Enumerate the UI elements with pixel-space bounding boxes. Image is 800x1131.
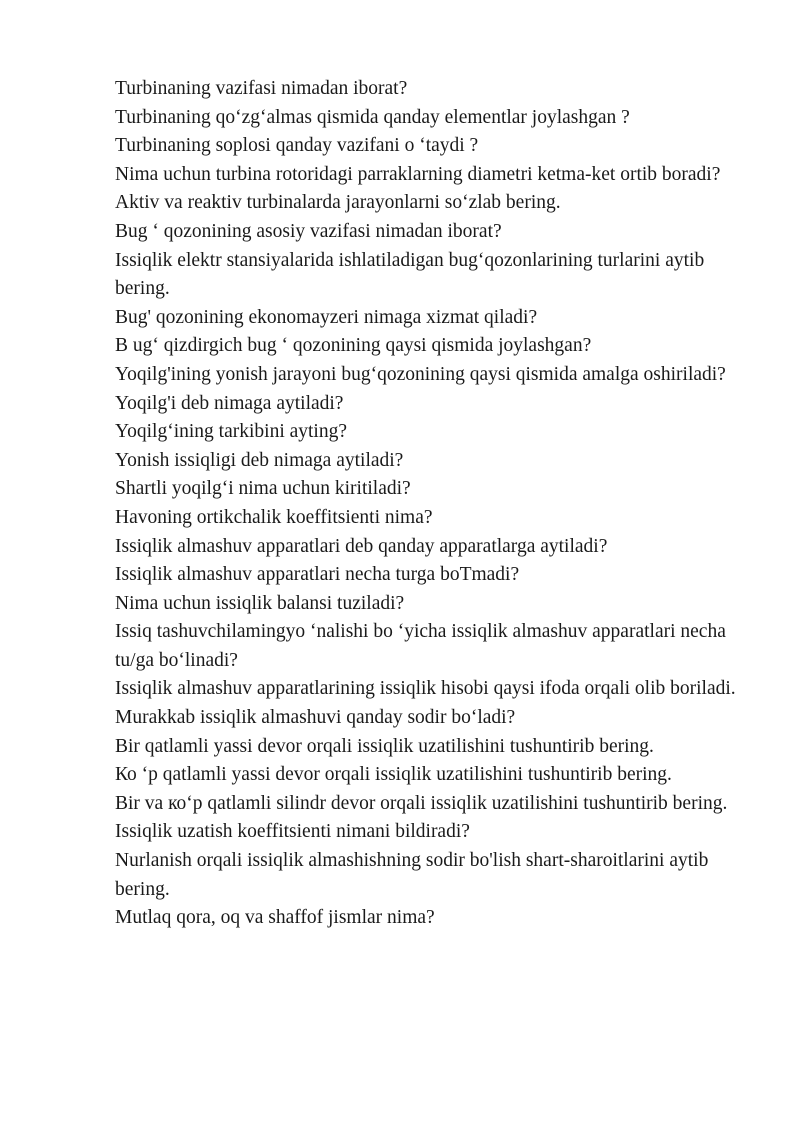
question-item: Bir va ко‘p qatlamli silindr devor orqali issiqlik uzatilishini tushuntirib bering. <box>115 792 728 814</box>
question-item: Issiqlik uzatish koeffitsienti nimani bildiradi? <box>115 821 470 843</box>
question-item: Mutlaq qora, oq va shaffof jismlar nima? <box>115 907 435 929</box>
question-item: Issiqlik almashuv apparatlari deb qanday apparatlarga aytiladi? <box>115 535 608 557</box>
question-item: Aktiv va reaktiv turbinalarda jarayonlarni so‘zlab bering. <box>115 192 561 214</box>
question-item: Turbinaning soplosi qanday vazifani o ‘taydi ? <box>115 135 479 157</box>
question-item: Issiqlik almashuv apparatlarining issiqlik hisobi qaysi ifoda orqali olib boriladi. <box>115 678 736 700</box>
question-item: Issiqlik elektr stansiyalarida ishlatiladigan bug‘qozonlarining turlarini aytib bering. <box>115 249 705 300</box>
question-item: Nima uchun issiqlik balansi tuziladi? <box>115 592 405 614</box>
question-item: Issiqlik almashuv apparatlari necha turga boTmadi? <box>115 564 520 586</box>
question-item: Nurlanish orqali issiqlik almashishning sodir bo'lish shart-sharoitlarini aytib bering. <box>115 850 709 900</box>
question-item: Ко ‘p qatlamli yassi devor orqali issiqlik uzatilishini tushuntirib bering. <box>115 764 672 786</box>
question-item: B ug‘ qizdirgich bug ‘ qozonining qaysi qismida joylashgan? <box>115 335 592 357</box>
question-item: Yoqilg'ining yonish jarayoni bug‘qozonining qaysi qismida amalga oshiriladi? <box>115 363 726 385</box>
question-item: Murakkab issiqlik almashuvi qanday sodir bo‘ladi? <box>115 707 516 729</box>
question-item: Turbinaning vazifasi nimadan iborat? <box>115 78 408 99</box>
question-item: Yonish issiqligi deb nimaga aytiladi? <box>115 449 404 471</box>
question-item: Yoqilg'i deb nimaga aytiladi? <box>115 392 344 414</box>
question-item: Yoqilg‘ining tarkibini ayting? <box>115 421 348 443</box>
question-item: Turbinaning qo‘zg‘almas qismida qanday elementlar joylashgan ? <box>115 106 630 128</box>
question-item: Bir qatlamli yassi devor orqali issiqlik uzatilishini tushuntirib bering. <box>115 735 654 757</box>
question-item: Nima uchun turbina rotoridagi parraklarning diametri ketma-ket ortib boradi? <box>115 163 721 185</box>
question-item: Bug ‘ qozonining asosiy vazifasi nimadan iborat? <box>115 220 502 242</box>
question-item: Havoning ortikchalik koeffitsienti nima? <box>115 506 433 528</box>
question-list <box>115 75 745 933</box>
question-item: Issiq tashuvchilamingyo ‘nalishi bo ‘yicha issiqlik almashuv apparatlari necha tu/ga bo‘linadi? <box>115 621 726 671</box>
question-item: Bug' qozonining ekonomayzeri nimaga xizmat qiladi? <box>115 306 538 328</box>
question-item: Shartli yoqilg‘i nima uchun kiritiladi? <box>115 478 411 500</box>
